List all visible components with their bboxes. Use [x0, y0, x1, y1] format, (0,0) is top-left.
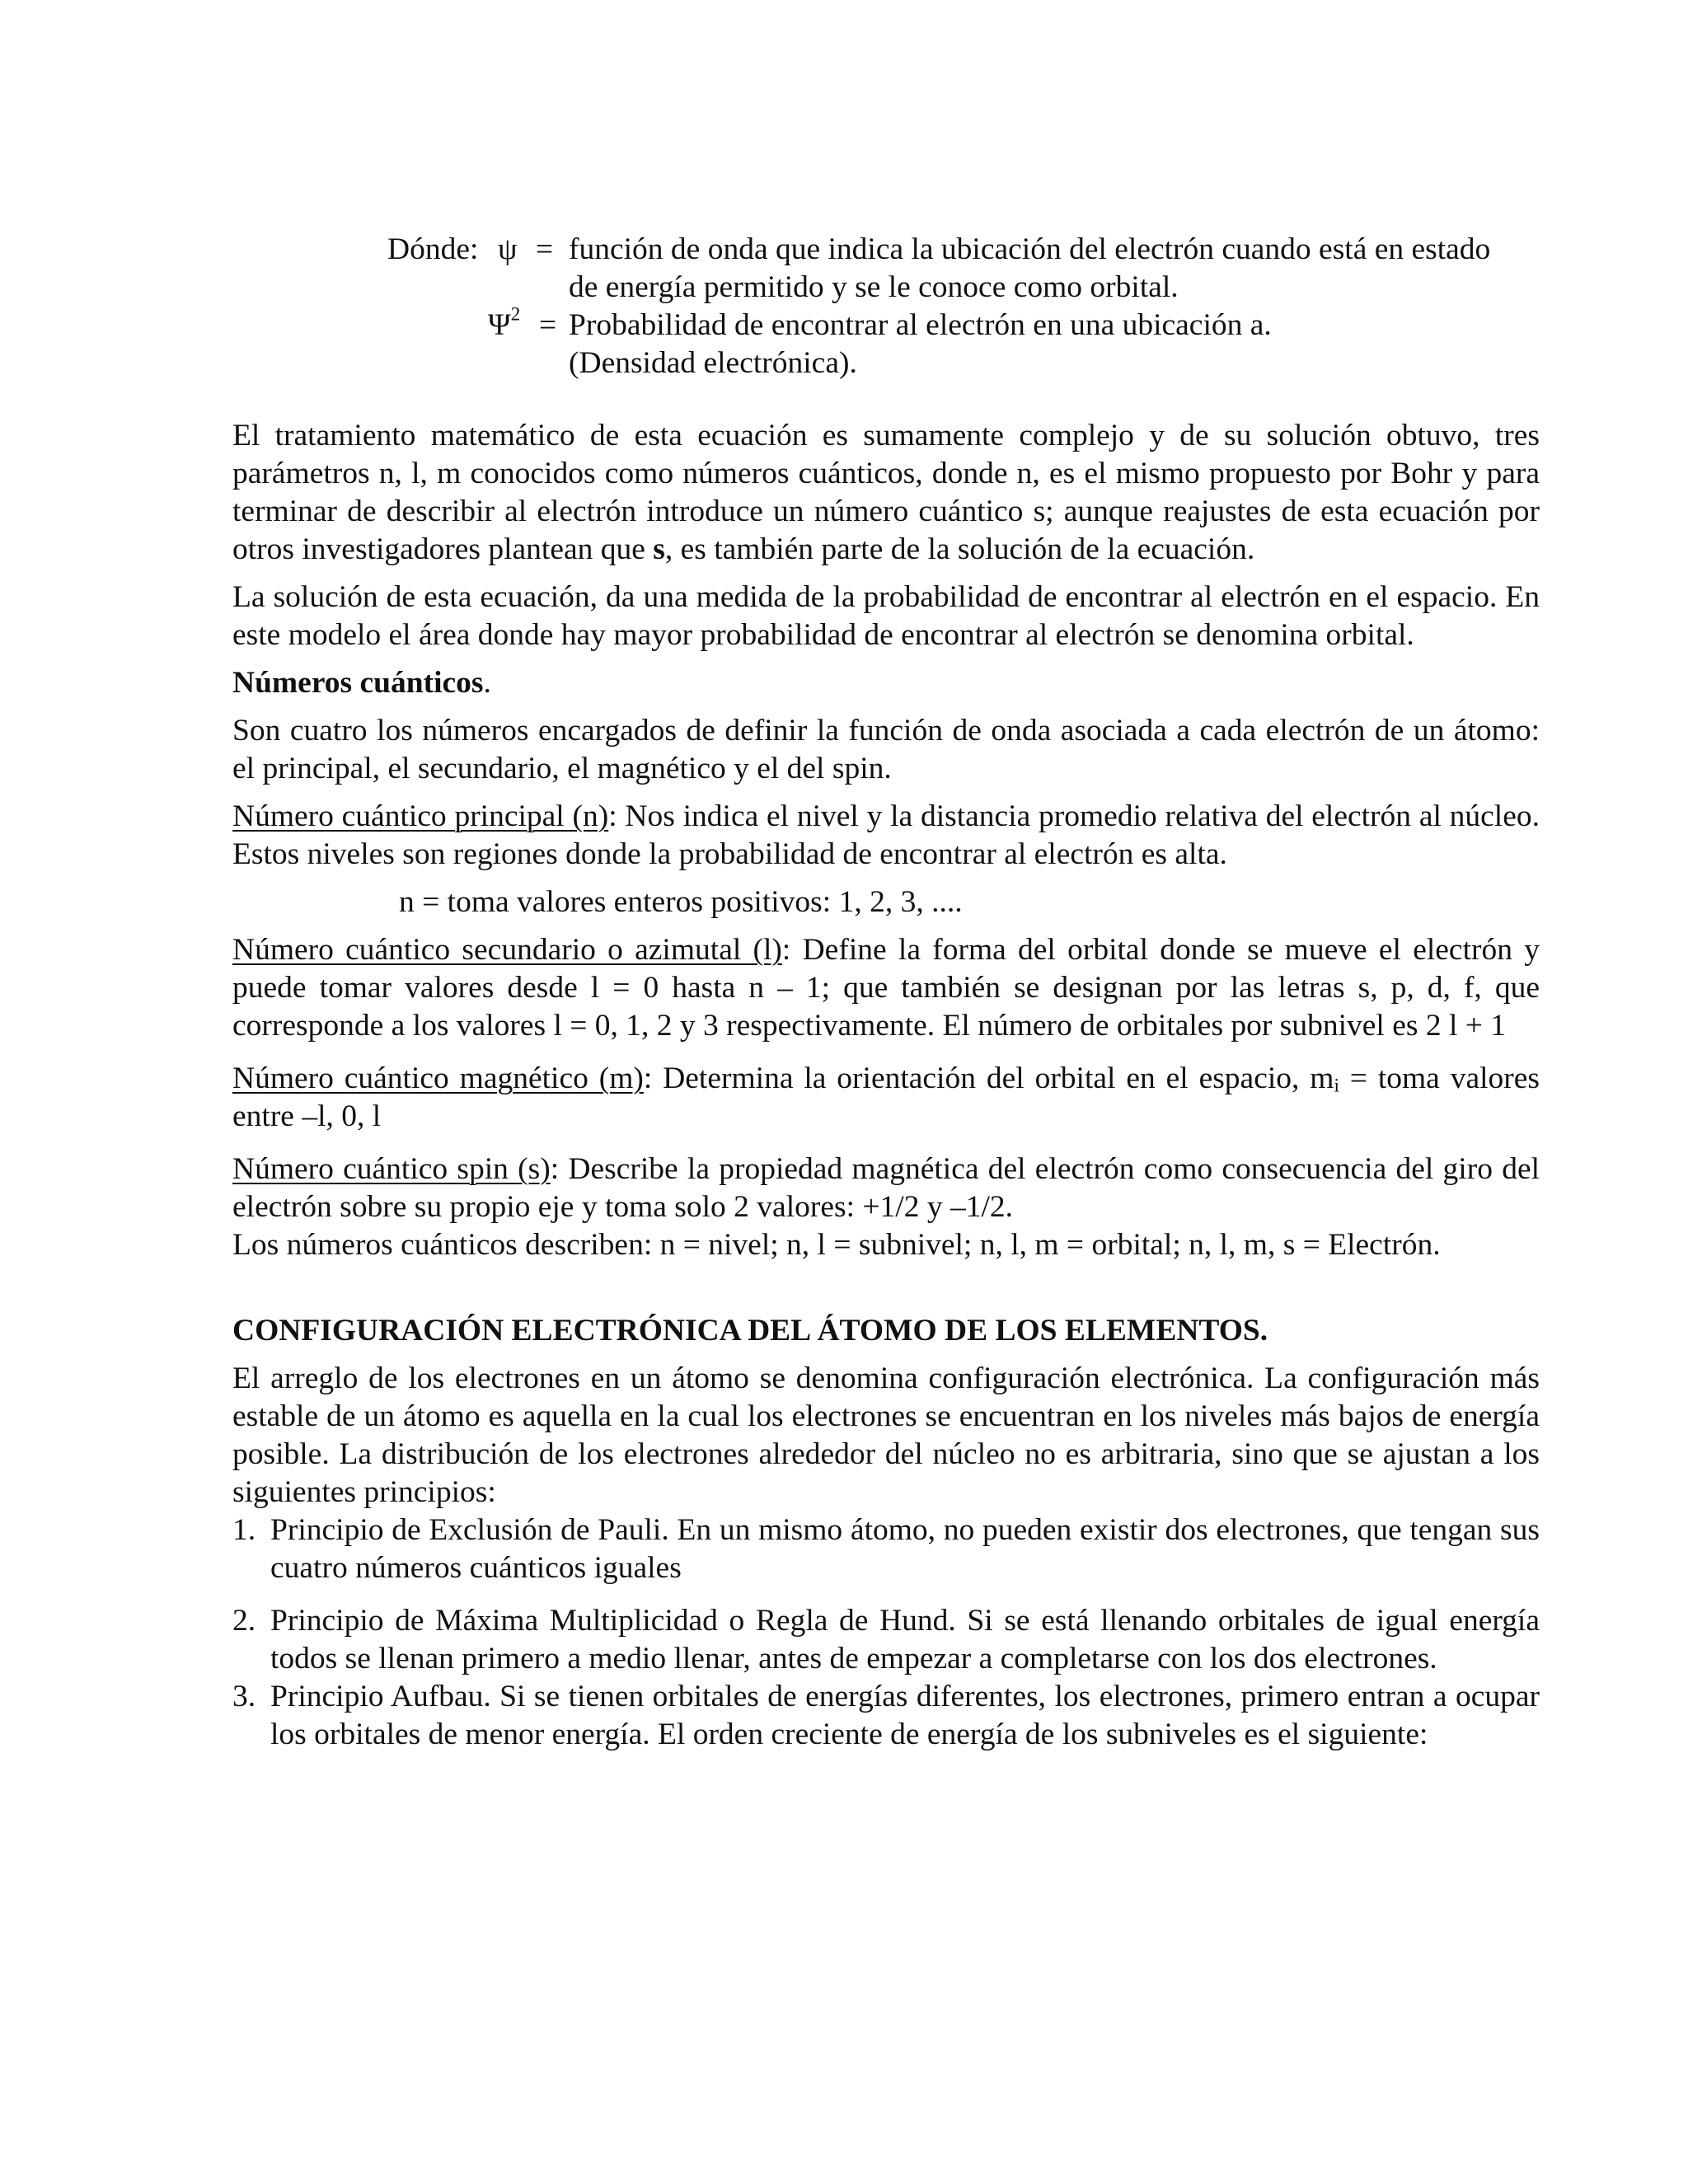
list-item-number: 1.: [232, 1513, 256, 1547]
psi-squared-exponent: 2: [510, 303, 521, 326]
list-item-number: 3.: [232, 1680, 256, 1713]
paragraph-numero-magnetico: Número cuántico magnético (m): Determina la orientación del orbital en el espacio, $m_i$ = toma valores entre –l, 0, l: [232, 1062, 1540, 1133]
list-item-number: 2.: [232, 1604, 256, 1638]
document-page: [232, 231, 1540, 1754]
term-spin: Número cuántico spin (s): [232, 1152, 551, 1186]
list-item-text: Principio Aufbau. Si se tienen orbitales de energías diferentes, los electrones, primero entran a ocupar los orbitales de menor energía. El orden creciente de energía de los subniveles es el siguiente:: [270, 1680, 1540, 1751]
paragraph-configuracion: El arreglo de los electrones en un átomo se denomina configuración electrónica. La configuración más estable de un átomo es aquella en la cual los electrones se encuentran en los niveles más bajos de energía posible. La distribución de los electrones alrededor del núcleo no es arbitraria, sino que se ajustan a los siguientes principios:: [232, 1361, 1540, 1509]
heading-numeros-cuanticos: Números cuánticos.: [232, 666, 491, 700]
term-magnetico: Número cuántico magnético (m): [232, 1062, 644, 1095]
paragraph-numero-spin: Número cuántico spin (s): Describe la propiedad magnética del electrón como consecuencia del giro del electrón sobre su propio eje y toma solo 2 valores: +1/2 y –1/2.: [232, 1152, 1540, 1224]
term-secundario: Número cuántico secundario o azimutal (l): [232, 933, 782, 967]
paragraph-solucion: La solución de esta ecuación, da una medida de la probabilidad de encontrar al electrón en el espacio. En este modelo el área donde hay mayor probabilidad de encontrar al electrón se denomina orbital.: [232, 580, 1540, 652]
list-item: [232, 1511, 1540, 1587]
paragraph-cuatro-numeros: Son cuatro los números encargados de definir la función de onda asociada a cada electrón de un átomo: el principal, el secundario, el magnético y el del spin.: [232, 714, 1540, 785]
list-item: [232, 1678, 1540, 1754]
paragraph-resumen: Los números cuánticos describen: n = nivel; n, l = subnivel; n, l, m = orbital; n, l, m, s = Electrón.: [232, 1228, 1441, 1262]
bold-s: s: [653, 532, 665, 566]
wavefunction-definitions: [232, 231, 1540, 382]
definitions-label: Dónde:: [387, 232, 479, 266]
psi-squared-definition-line-2: (Densidad electrónica).: [569, 346, 857, 380]
paragraph-numero-principal: Número cuántico principal (n): Nos indica el nivel y la distancia promedio relativa del electrón al núcleo. Estos niveles son regiones donde la probabilidad de encontrar al electrón es alta.: [232, 799, 1540, 871]
psi-squared-equals: =: [539, 308, 557, 342]
subscript-i: i: [1334, 1075, 1339, 1097]
n-values-line: n = toma valores enteros positivos: 1, 2, 3, ....: [399, 885, 963, 919]
psi-squared-symbol: $\Psi^2$: [488, 303, 521, 342]
psi-equals: =: [536, 232, 554, 266]
psi-squared-definition-line-1: Probabilidad de encontrar al electrón en una ubicación a.: [569, 308, 1272, 342]
heading-configuracion-electronica: CONFIGURACIÓN ELECTRÓNICA DEL ÁTOMO DE LOS ELEMENTOS.: [232, 1314, 1268, 1347]
psi-definition-line-2: de energía permitido y se le conoce como orbital.: [569, 270, 1179, 304]
list-item-text: Principio de Máxima Multiplicidad o Regla de Hund. Si se está llenando orbitales de igual energía todos se llenan primero a medio llenar, antes de empezar a completarse con los dos electrones.: [270, 1604, 1540, 1675]
psi-definition-line-1: función de onda que indica la ubicación del electrón cuando está en estado: [569, 232, 1491, 266]
list-item: [232, 1602, 1540, 1678]
term-principal: Número cuántico principal (n): [232, 799, 609, 833]
principles-list: [232, 1511, 1540, 1754]
paragraph-numero-secundario: Número cuántico secundario o azimutal (l): Define la forma del orbital donde se mueve el electrón y puede tomar valores desde l = 0 hasta n – 1; que también se designan por las letras s, p, d, f, que corresponde a los valores l = 0, 1, 2 y 3 respectivamente. El número de orbitales por subnivel es 2 l + 1: [232, 933, 1540, 1043]
psi-symbol: ψ: [498, 232, 518, 266]
paragraph-tratamiento: El tratamiento matemático de esta ecuación es sumamente complejo y de su solución obtuvo, tres parámetros n, l, m conocidos como números cuánticos, donde n, es el mismo propuesto por Bohr y para terminar de describir al electrón introduce un número cuántico s; aunque reajustes de esta ecuación por otros investigadores plantean que s, es también parte de la solución de la ecuación.: [232, 419, 1540, 566]
list-item-text: Principio de Exclusión de Pauli. En un mismo átomo, no pueden existir dos electrones, que tengan sus cuatro números cuánticos iguales: [270, 1513, 1540, 1585]
